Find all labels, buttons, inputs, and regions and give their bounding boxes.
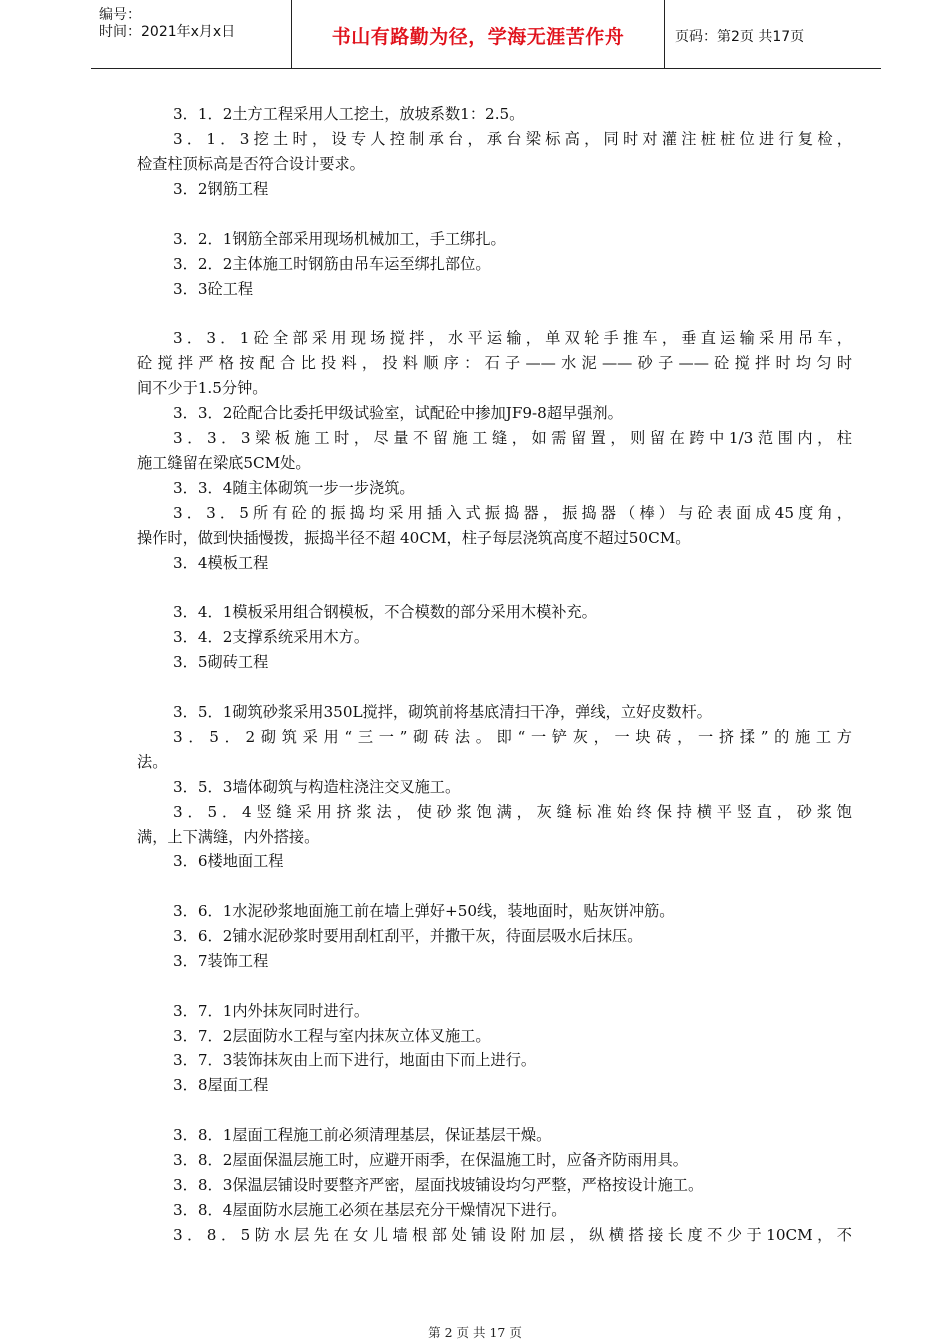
header-info-cell — [91, 0, 292, 68]
text-line: 3．2．1钢筋全部采用现场机械加工，手工绑扎。 — [173, 230, 506, 248]
text-line: 3．6．2铺水泥砂浆时要用刮杠刮平，并撒干灰，待面层吸水后抹压。 — [173, 927, 643, 945]
header-motto-cell — [292, 0, 665, 68]
text-line: 3．8．2屋面保温层施工时，应避开雨季，在保温施工时，应备齐防雨用具。 — [173, 1151, 688, 1169]
section-heading: 3．4模板工程 — [173, 554, 269, 572]
text-line: 施工缝留在梁底5CM处。 — [137, 454, 311, 472]
text-line: 3．6．1水泥砂浆地面施工前在墙上弹好+50线，装地面时，贴灰饼冲筋。 — [173, 902, 675, 920]
text-line: 3．7．2层面防水工程与室内抹灰立体叉施工。 — [173, 1027, 491, 1045]
text-line: 3．3．4随主体砌筑一步一步浇筑。 — [173, 479, 415, 497]
section-heading: 3．7装饰工程 — [173, 952, 269, 970]
text-line: 3．4．2支撑系统采用木方。 — [173, 628, 370, 646]
page-footer: 第 2 页 共 17 页 — [428, 1325, 522, 1340]
text-line: 操作时，做到快插慢拨，振捣半径不超 40CM，柱子每层浇筑高度不超过50CM。 — [137, 529, 691, 547]
text-line: 法。 — [137, 753, 168, 771]
text-line: 3．8．3保温层铺设时要整齐严密，屋面找坡铺设均匀严整，严格按设计施工。 — [173, 1176, 704, 1194]
text-line: 检查柱顶标高是否符合设计要求。 — [137, 155, 365, 173]
text-line: 3．1．3挖土时，设专人控制承台，承台梁标高，同时对灌注桩桩位进行复检， — [173, 130, 852, 148]
text-line: 3．3．5所有砼的振捣均采用插入式振捣器，振捣器（棒）与砼表面成45度角， — [173, 504, 852, 522]
header-page-cell — [665, 0, 881, 68]
page-code: 页码：第2页 共17页 — [675, 29, 805, 45]
text-line: 3．8．1屋面工程施工前必须清理基层，保证基层干燥。 — [173, 1126, 552, 1144]
text-line: 3．1．2土方工程采用人工挖土，放坡系数1：2.5。 — [173, 105, 525, 123]
text-line: 砼搅拌严格按配合比投料，投料顺序：石子——水泥——砂子——砼搅拌时均匀时 — [137, 354, 852, 372]
section-heading: 3．8屋面工程 — [173, 1076, 269, 1094]
text-line: 3．8．4屋面防水层施工必须在基层充分干燥情况下进行。 — [173, 1201, 567, 1219]
text-line: 间不少于1.5分钟。 — [137, 379, 268, 397]
section-heading: 3．5砌砖工程 — [173, 653, 269, 671]
section-heading: 3．2钢筋工程 — [173, 180, 269, 198]
time-label: 时间：2021年x月x日 — [99, 24, 236, 40]
text-line: 3．4．1模板采用组合钢模板，不合模数的部分采用木模补充。 — [173, 603, 597, 621]
section-heading: 3．6楼地面工程 — [173, 852, 284, 870]
text-line: 3．3．3梁板施工时，尽量不留施工缝，如需留置，则留在跨中1/3范围内，柱 — [173, 429, 852, 447]
number-label: 编号： — [99, 7, 141, 23]
text-line: 3．7．1内外抹灰同时进行。 — [173, 1002, 370, 1020]
text-line: 3．8．5防水层先在女儿墙根部处铺设附加层，纵横搭接长度不少于10CM，不 — [173, 1226, 852, 1244]
motto-text: 书山有路勤为径，学海无涯苦作舟 — [331, 26, 625, 48]
text-line: 3．2．2主体施工时钢筋由吊车运至绑扎部位。 — [173, 255, 491, 273]
text-line: 3．5．2砌筑采用“三一”砌砖法。即“一铲灰，一块砖，一挤揉”的施工方 — [173, 728, 852, 746]
text-line: 3．5．4竖缝采用挤浆法，使砂浆饱满，灰缝标准始终保持横平竖直，砂浆饱 — [173, 803, 852, 821]
text-line: 3．7．3装饰抹灰由上而下进行，地面由下而上进行。 — [173, 1051, 537, 1069]
text-line: 3．3．2砼配合比委托甲级试验室，试配砼中掺加JF9-8超早强剂。 — [173, 404, 623, 422]
text-line: 3．5．1砌筑砂浆采用350L搅拌，砌筑前将基底清扫干净，弹线，立好皮数杆。 — [173, 703, 712, 721]
section-heading: 3．3砼工程 — [173, 280, 254, 298]
text-line: 3．5．3墙体砌筑与构造柱浇注交叉施工。 — [173, 778, 461, 796]
page-header — [91, 0, 881, 69]
text-line: 3．3．1砼全部采用现场搅拌，水平运输，单双轮手推车，垂直运输采用吊车， — [173, 329, 852, 347]
text-line: 满，上下满缝，内外搭接。 — [137, 828, 320, 846]
